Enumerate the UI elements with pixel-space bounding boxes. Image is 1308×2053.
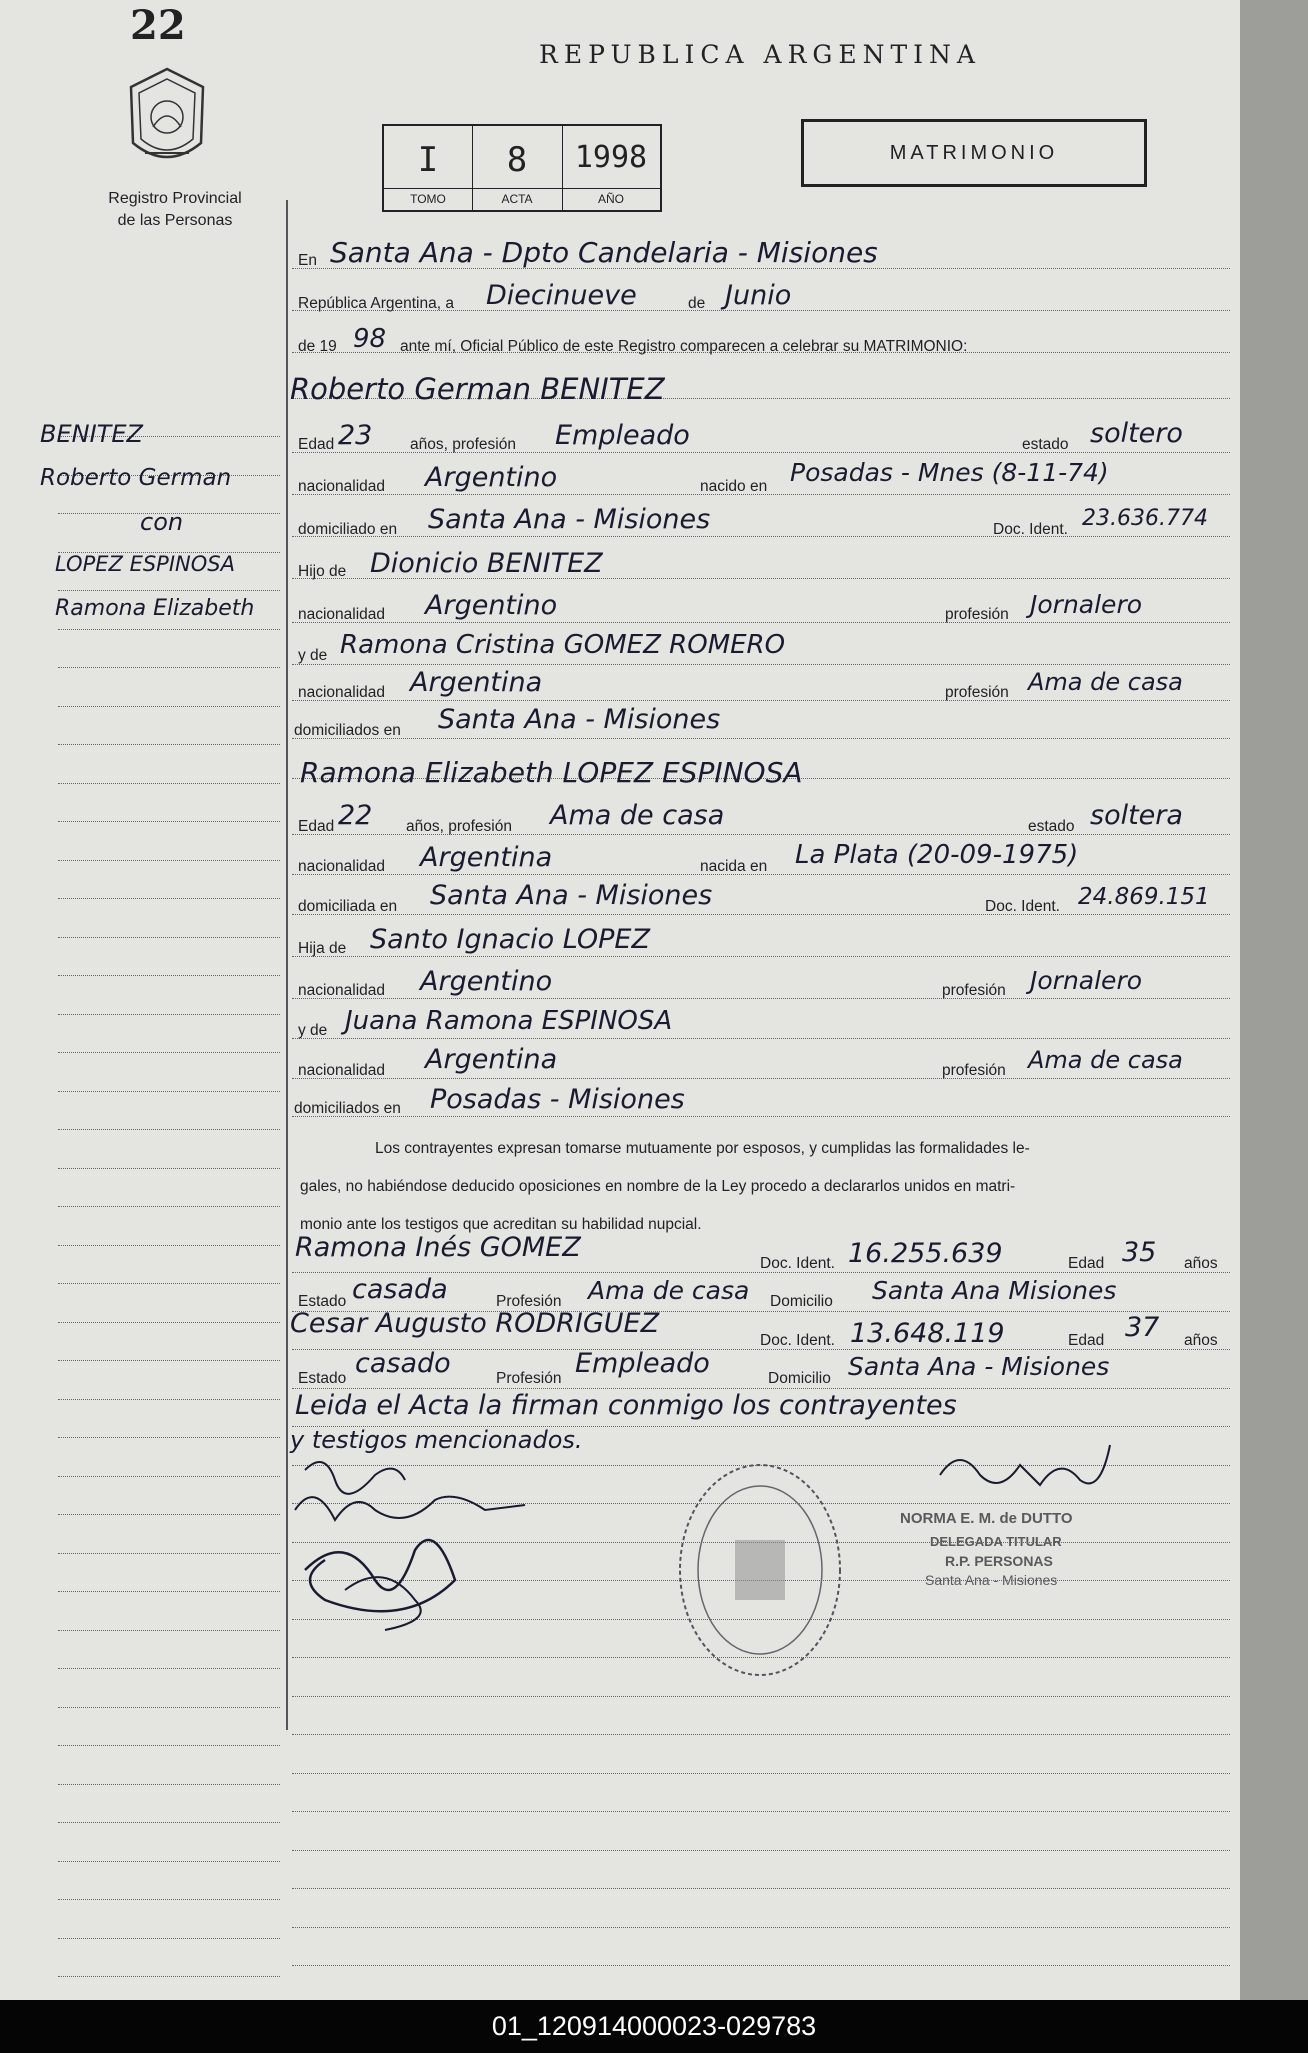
groom-age: 23: [338, 420, 373, 451]
margin-bride-names: Ramona Elizabeth: [55, 596, 255, 621]
tomo-label: TOMO: [384, 188, 472, 206]
official-signature-icon: [930, 1435, 1130, 1505]
witness1-profesion-label: Profesión: [496, 1293, 562, 1310]
registry-label: [80, 188, 270, 232]
margin-rule: [58, 1014, 280, 1015]
bride-yde-label: y de: [298, 1022, 328, 1039]
form-rule: [292, 1038, 1230, 1039]
year-suffix: 98: [353, 324, 387, 354]
form-rule: [292, 1116, 1230, 1117]
margin-rule: [58, 860, 280, 861]
bride-mother-nat-label: nacionalidad: [298, 1062, 386, 1079]
groom-doc: 23.636.774: [1082, 506, 1208, 531]
bride-hija-label: Hija de: [298, 940, 347, 957]
signatures-icon: [285, 1450, 615, 1650]
bride-mother-nationality: Argentina: [425, 1044, 558, 1075]
margin-rule: [58, 898, 280, 899]
acta-label: ACTA: [472, 188, 562, 206]
margin-rule: [58, 1437, 280, 1438]
margin-rule: [58, 783, 280, 784]
groom-civil-status: soltero: [1090, 418, 1183, 449]
bride-parents-dom-label: domiciliados en: [294, 1100, 401, 1117]
margin-con: con: [140, 508, 184, 536]
form-rule: [292, 998, 1230, 999]
groom-edad-label: Edad: [298, 436, 335, 453]
stamp-line2: DELEGADA TITULAR: [930, 1534, 1062, 1549]
witness1-domicilio-label: Domicilio: [770, 1293, 833, 1310]
intro-sentence: ante mí, Oficial Público de este Registro comparecen a celebrar su MATRIMONIO:: [400, 338, 968, 355]
witness2-address: Santa Ana - Misiones: [848, 1352, 1110, 1381]
bride-doc: 24.869.151: [1078, 884, 1210, 910]
image-id-bar: 01_120914000023-029783: [0, 2000, 1308, 2053]
witness2-edad-label: Edad: [1068, 1332, 1105, 1349]
year-prefix: de 19: [298, 338, 337, 355]
margin-rule: [58, 744, 280, 745]
margin-rule: [58, 590, 280, 591]
bride-mother-profession: Ama de casa: [1028, 1046, 1183, 1074]
form-rule: [292, 1888, 1230, 1889]
witness2-name: Cesar Augusto RODRIGUEZ: [290, 1308, 660, 1339]
witness1-doc-label: Doc. Ident.: [760, 1255, 835, 1272]
witness2-doc-label: Doc. Ident.: [760, 1332, 835, 1349]
groom-mother-nat-label: nacionalidad: [298, 684, 386, 701]
closing-line1: Leida el Acta la firman conmigo los contrayentes: [295, 1390, 957, 1421]
form-rule: [292, 1696, 1230, 1697]
bride-profesion-label: años, profesión: [406, 818, 512, 835]
bride-father: Santo Ignacio LOPEZ: [370, 924, 650, 955]
margin-rule: [58, 1591, 280, 1592]
margin-rule: [58, 937, 280, 938]
groom-profesion-label: años, profesión: [410, 436, 516, 453]
margin-rule: [58, 821, 280, 822]
form-rule: [292, 914, 1230, 915]
groom-nacido-label: nacido en: [700, 478, 768, 495]
stamp-line4: Santa Ana - Misiones: [925, 1572, 1058, 1588]
groom-estado-label: estado: [1022, 436, 1069, 453]
en-label: En: [298, 252, 317, 269]
bride-civil-status: soltera: [1090, 800, 1183, 831]
groom-profession: Empleado: [555, 420, 690, 451]
groom-parents-dom-label: domiciliados en: [294, 722, 401, 739]
bride-estado-label: estado: [1028, 818, 1075, 835]
witness1-profession: Ama de casa: [588, 1276, 750, 1305]
bride-father-nat-label: nacionalidad: [298, 982, 386, 999]
republica-label: República Argentina, a: [298, 295, 454, 312]
margin-rule: [58, 1091, 280, 1092]
groom-name: Roberto German BENITEZ: [290, 372, 665, 406]
record-id-box: [382, 124, 662, 212]
margin-rule: [58, 1206, 280, 1207]
groom-father-profession: Jornalero: [1030, 590, 1143, 619]
form-rule: [292, 1078, 1230, 1079]
bride-nacionalidad-label: nacionalidad: [298, 858, 386, 875]
margin-rule: [58, 706, 280, 707]
bride-nationality: Argentina: [420, 842, 553, 873]
acta-cell: [472, 126, 563, 210]
form-rule: [292, 1773, 1230, 1774]
bride-age: 22: [338, 800, 373, 831]
bride-address: Santa Ana - Misiones: [430, 880, 713, 911]
groom-father: Dionicio BENITEZ: [370, 548, 603, 579]
witness2-age: 37: [1125, 1312, 1160, 1343]
groom-parents-address: Santa Ana - Misiones: [438, 704, 721, 735]
ano-cell: [562, 126, 660, 210]
de-label: de: [688, 295, 706, 312]
declaration-line3: monio ante los testigos que acreditan su habilidad nupcial.: [300, 1216, 702, 1233]
month-field: Junio: [725, 280, 792, 311]
groom-father-nat-label: nacionalidad: [298, 606, 386, 623]
groom-hijo-label: Hijo de: [298, 563, 347, 580]
groom-docident-label: Doc. Ident.: [993, 521, 1068, 538]
closing-line2: y testigos mencionados.: [290, 1426, 583, 1454]
margin-rule: [58, 1745, 280, 1746]
form-rule: [292, 738, 1230, 739]
registry-line1: Registro Provincial: [108, 190, 242, 207]
witness1-age: 35: [1122, 1237, 1157, 1268]
tomo-value: I: [417, 140, 439, 180]
margin-surname: BENITEZ: [40, 420, 143, 448]
witness2-estado-label: Estado: [298, 1370, 347, 1387]
groom-yde-label: y de: [298, 647, 328, 664]
registry-line2: de las Personas: [117, 212, 233, 229]
groom-mother-prof-label: profesión: [945, 684, 1009, 701]
margin-rule: [58, 1553, 280, 1554]
margin-rule: [58, 1476, 280, 1477]
tomo-cell: [384, 126, 473, 210]
ano-value: 1998: [574, 140, 648, 175]
stamp-line3: R.P. PERSONAS: [945, 1553, 1053, 1569]
witness1-name: Ramona Inés GOMEZ: [295, 1232, 581, 1263]
margin-rule: [58, 1399, 280, 1400]
groom-father-nationality: Argentino: [425, 590, 558, 621]
republic-title: REPUBLICA ARGENTINA: [539, 40, 981, 69]
form-rule: [292, 1388, 1230, 1389]
margin-rule: [58, 1245, 280, 1246]
bride-father-prof-label: profesión: [942, 982, 1006, 999]
witness1-doc: 16.255.639: [848, 1238, 1003, 1269]
bride-nacida-label: nacida en: [700, 858, 768, 875]
form-rule: [292, 700, 1230, 701]
provincial-seal-icon: [125, 65, 209, 175]
form-rule: [292, 956, 1230, 957]
groom-mother-profession: Ama de casa: [1028, 668, 1183, 696]
margin-rule: [58, 1822, 280, 1823]
margin-rule: [58, 1668, 280, 1669]
place-field: Santa Ana - Dpto Candelaria - Misiones: [330, 236, 878, 269]
groom-mother-nationality: Argentina: [410, 667, 543, 698]
groom-nacionalidad-label: nacionalidad: [298, 478, 386, 495]
margin-rule: [58, 667, 280, 668]
groom-domiciliado-label: domiciliado en: [298, 521, 398, 538]
groom-nationality: Argentino: [425, 462, 558, 493]
witness2-civil-status: casado: [355, 1348, 451, 1379]
form-rule: [292, 1927, 1230, 1928]
margin-rule: [58, 1283, 280, 1284]
record-type-box: MATRIMONIO: [801, 119, 1147, 187]
ano-label: AÑO: [562, 188, 660, 206]
margin-rule: [58, 629, 280, 630]
form-rule: [292, 622, 1230, 623]
margin-rule: [58, 1784, 280, 1785]
witness1-anos-label: años: [1184, 1255, 1218, 1272]
declaration-line1: Los contrayentes expresan tomarse mutuamente por esposos, y cumplidas las formalidades le-: [375, 1140, 1030, 1157]
declaration-text: [300, 1130, 1230, 1244]
form-rule: [292, 664, 1230, 665]
form-rule: [292, 1965, 1230, 1966]
witness1-edad-label: Edad: [1068, 1255, 1105, 1272]
margin-rule: [58, 975, 280, 976]
witness2-anos-label: años: [1184, 1332, 1218, 1349]
witness1-estado-label: Estado: [298, 1293, 347, 1310]
witness2-profesion-label: Profesión: [496, 1370, 562, 1387]
witness1-address: Santa Ana Misiones: [872, 1276, 1117, 1305]
margin-rule: [58, 1899, 280, 1900]
bride-father-nationality: Argentino: [420, 966, 553, 997]
bride-birth: La Plata (20-09-1975): [795, 840, 1079, 870]
official-seal-icon: [670, 1455, 850, 1685]
margin-bride-surname: LOPEZ ESPINOSA: [55, 552, 235, 576]
bride-profession: Ama de casa: [550, 800, 725, 831]
page-number: 22: [130, 2, 186, 49]
form-rule: [292, 536, 1230, 537]
bride-docident-label: Doc. Ident.: [985, 898, 1060, 915]
margin-rule: [58, 1630, 280, 1631]
witness2-domicilio-label: Domicilio: [768, 1370, 831, 1387]
bride-parents-address: Posadas - Misiones: [430, 1084, 685, 1115]
witness2-profession: Empleado: [575, 1348, 710, 1379]
bride-mother: Juana Ramona ESPINOSA: [345, 1006, 673, 1036]
margin-given-names: Roberto German: [40, 465, 232, 491]
groom-mother: Ramona Cristina GOMEZ ROMERO: [340, 630, 786, 660]
declaration-line2: gales, no habiéndose deducido oposiciones en nombre de la Ley procedo a declararlos unidos en matri-: [300, 1178, 1016, 1195]
witness2-doc: 13.648.119: [850, 1318, 1005, 1349]
margin-rule: [58, 1052, 280, 1053]
groom-birth: Posadas - Mnes (8-11-74): [790, 458, 1109, 487]
margin-rule: [58, 1938, 280, 1939]
margin-rule: [58, 1360, 280, 1361]
form-rule: [292, 1850, 1230, 1851]
bride-name: Ramona Elizabeth LOPEZ ESPINOSA: [300, 756, 803, 789]
day-field: Diecinueve: [486, 280, 637, 311]
bride-edad-label: Edad: [298, 818, 335, 835]
margin-rule: [58, 1707, 280, 1708]
margin-rule: [58, 1514, 280, 1515]
margin-rule: [58, 1976, 280, 1977]
margin-rule: [58, 1861, 280, 1862]
acta-value: 8: [506, 140, 528, 180]
groom-address: Santa Ana - Misiones: [428, 504, 711, 535]
stamp-line1: NORMA E. M. de DUTTO: [900, 1510, 1073, 1527]
form-rule: [292, 1734, 1230, 1735]
witness1-civil-status: casada: [352, 1274, 448, 1305]
margin-rule: [58, 1322, 280, 1323]
bride-domiciliada-label: domiciliada en: [298, 898, 398, 915]
form-rule: [292, 1811, 1230, 1812]
margin-rule: [58, 1168, 280, 1169]
margin-rule: [58, 1129, 280, 1130]
groom-father-prof-label: profesión: [945, 606, 1009, 623]
bride-mother-prof-label: profesión: [942, 1062, 1006, 1079]
page-edge: [1240, 0, 1308, 2000]
bride-father-profession: Jornalero: [1030, 966, 1143, 995]
